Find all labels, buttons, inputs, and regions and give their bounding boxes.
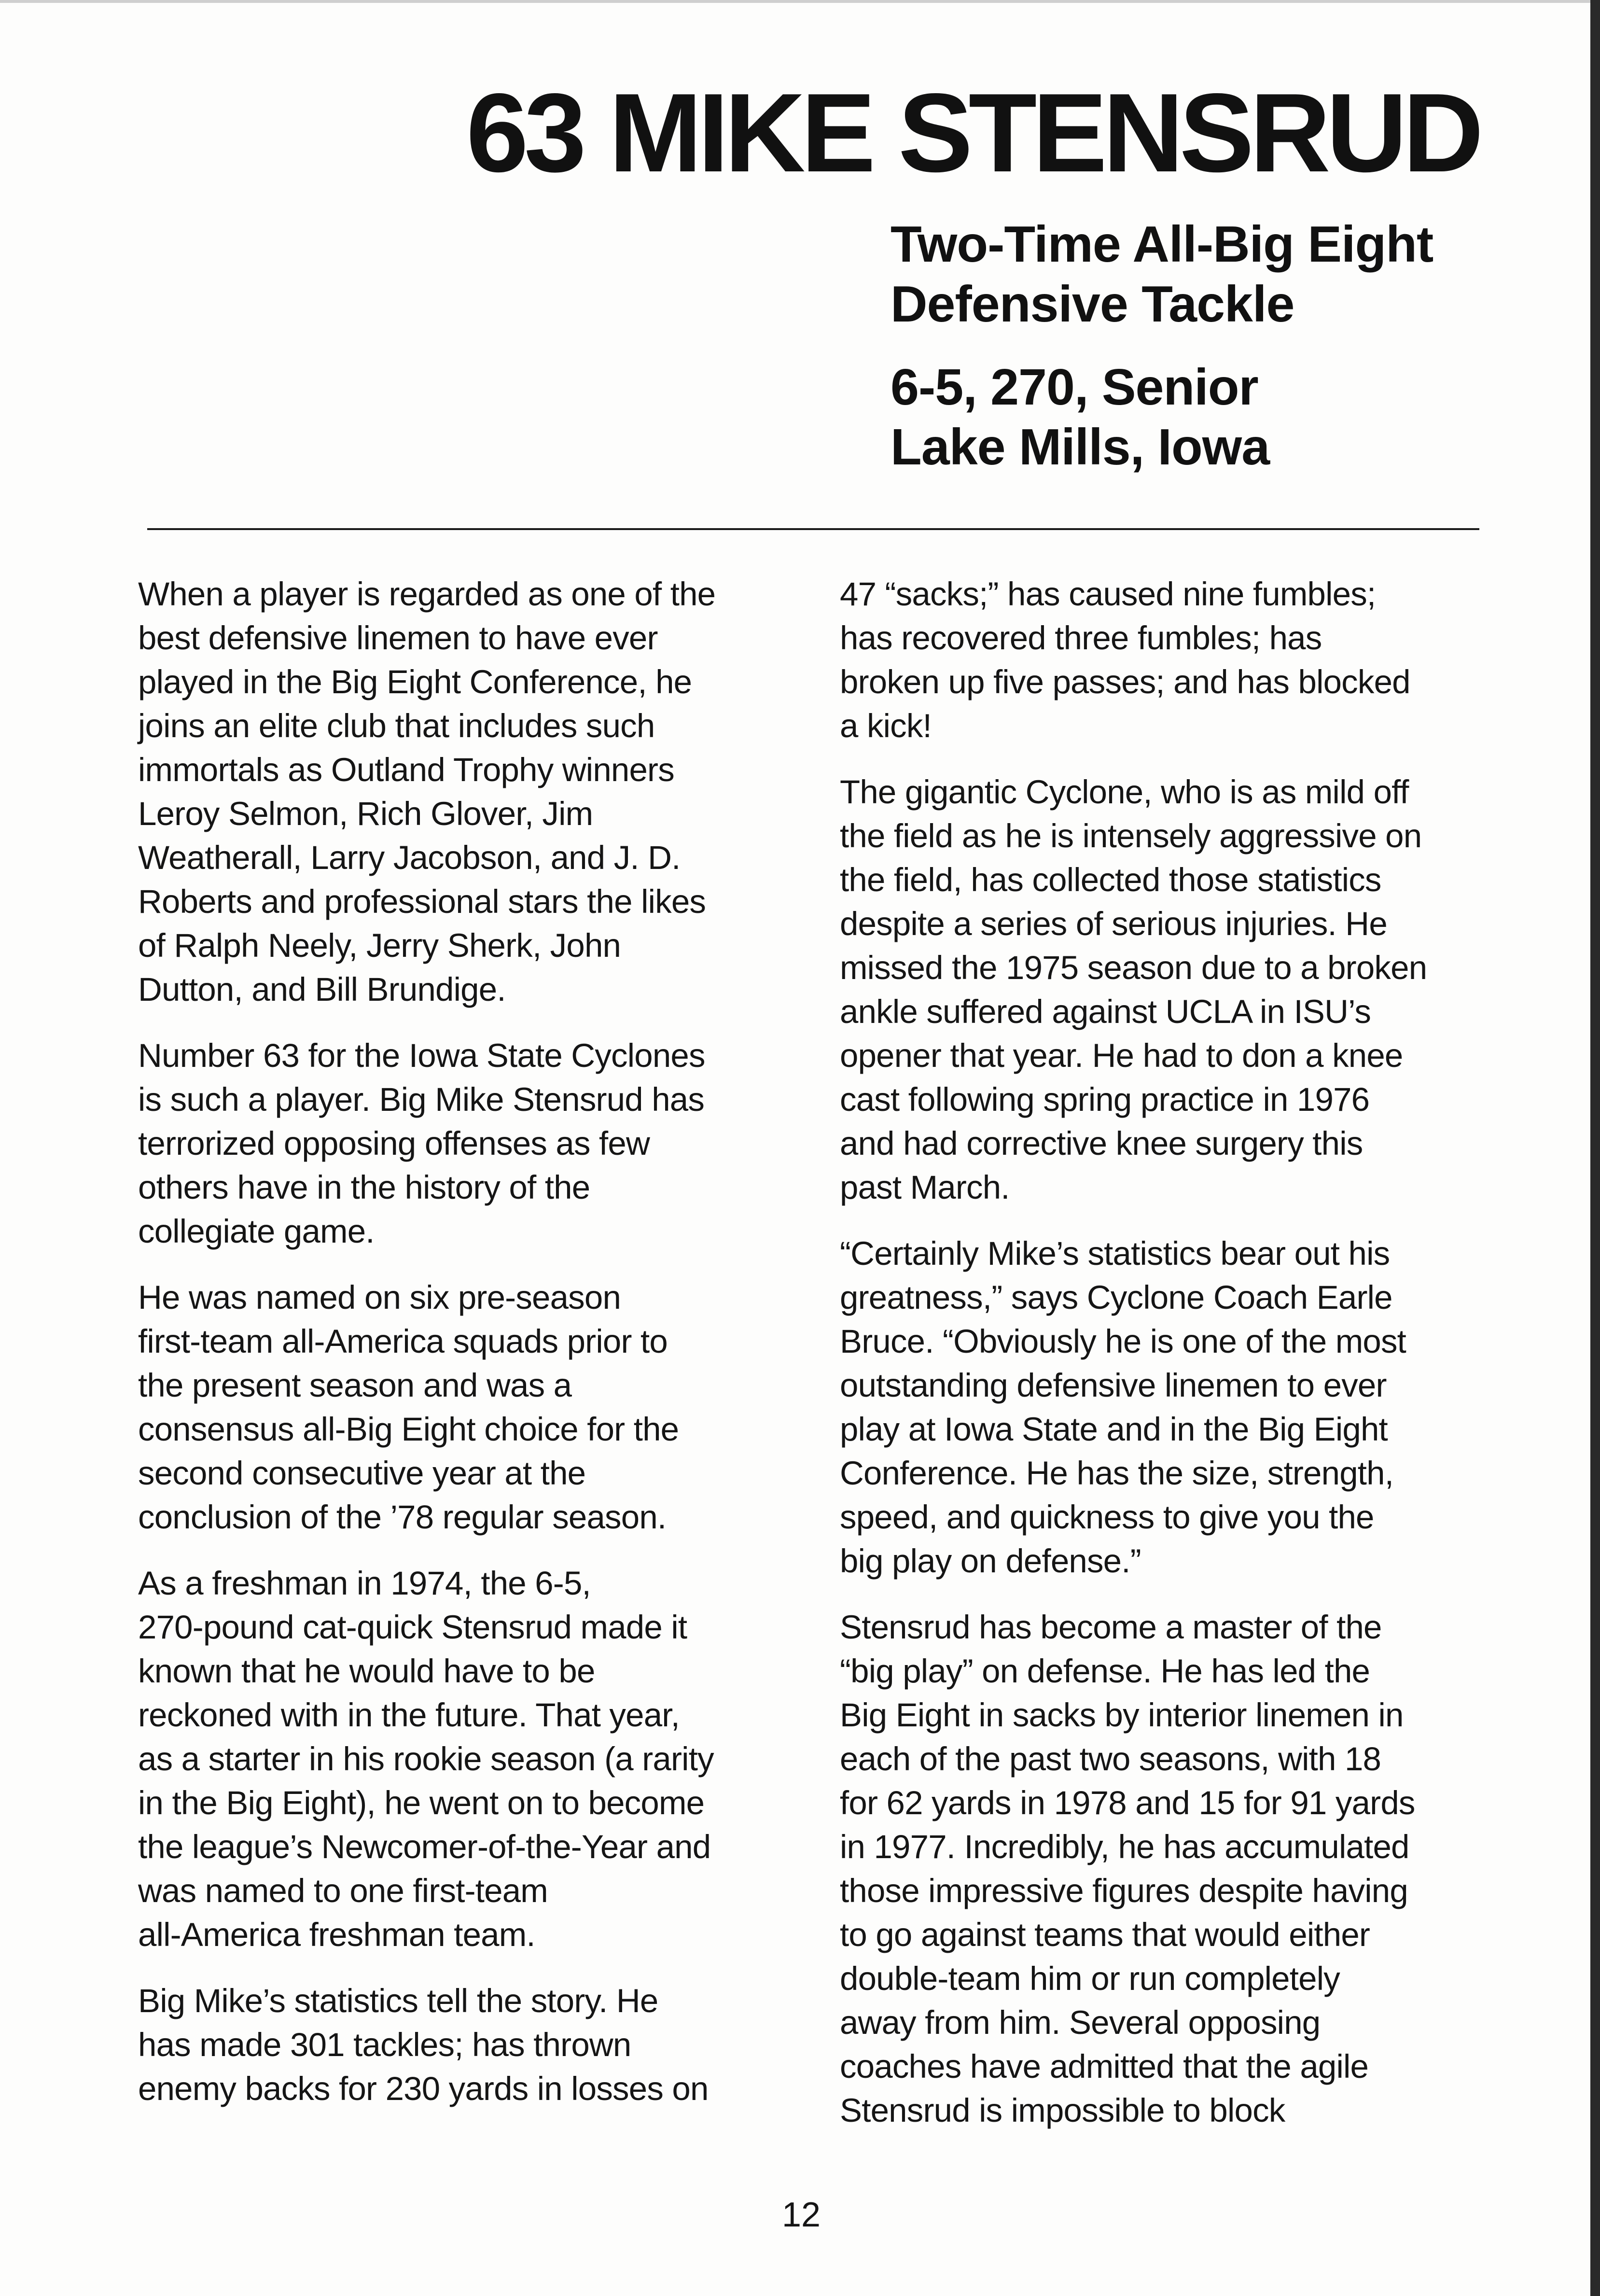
text-line: best defensive linemen to have ever — [138, 619, 658, 657]
body-paragraph — [840, 1605, 1477, 2132]
text-line: big play on defense.” — [840, 1542, 1141, 1580]
text-line: speed, and quickness to give you the — [840, 1498, 1374, 1536]
honors-line: Defensive Tackle — [890, 276, 1294, 333]
text-line: Stensrud is impossible to block — [840, 2092, 1285, 2129]
text-line: As a freshman in 1974, the 6-5, — [138, 1565, 591, 1602]
text-line: in the Big Eight), he went on to become — [138, 1784, 705, 1821]
text-line: conclusion of the ’78 regular season. — [138, 1498, 667, 1536]
scan-top-edge — [0, 0, 1600, 3]
text-line: second consecutive year at the — [138, 1455, 586, 1492]
text-line: of Ralph Neely, Jerry Sherk, John — [138, 927, 621, 964]
vitals-line: Lake Mills, Iowa — [890, 419, 1270, 476]
body-paragraph — [138, 1275, 775, 1539]
text-line: Stensrud has become a master of the — [840, 1609, 1382, 1646]
text-line: those impressive figures despite having — [840, 1872, 1408, 1909]
text-line: immortals as Outland Trophy winners — [138, 751, 674, 788]
text-line: opener that year. He had to don a knee — [840, 1037, 1403, 1074]
text-line: known that he would have to be — [138, 1652, 595, 1690]
text-line: Big Mike’s statistics tell the story. He — [138, 1982, 658, 2019]
scan-right-edge — [1590, 0, 1600, 2296]
text-line: Big Eight in sacks by interior linemen in — [840, 1696, 1404, 1734]
text-line: Bruce. “Obviously he is one of the most — [840, 1323, 1406, 1360]
text-line: The gigantic Cyclone, who is as mild off — [840, 773, 1409, 811]
vitals-line: 6-5, 270, Senior — [890, 359, 1258, 416]
text-line: all-America freshman team. — [138, 1916, 535, 1953]
body-paragraph — [840, 1232, 1477, 1583]
text-line: the field as he is intensely aggressive on — [840, 817, 1422, 854]
text-line: is such a player. Big Mike Stensrud has — [138, 1081, 705, 1118]
text-line: play at Iowa State and in the Big Eight — [840, 1411, 1388, 1448]
page-number: 12 — [781, 2196, 821, 2234]
text-line: was named to one first-team — [138, 1872, 548, 1909]
text-line: has recovered three fumbles; has — [840, 619, 1322, 657]
text-line: as a starter in his rookie season (a rarity — [138, 1740, 714, 1778]
text-line: 270-pound cat-quick Stensrud made it — [138, 1609, 687, 1646]
body-paragraph — [138, 1561, 775, 1957]
body-paragraph — [138, 1034, 775, 1253]
text-line: for 62 yards in 1978 and 15 for 91 yards — [840, 1784, 1415, 1821]
text-line: reckoned with in the future. That year, — [138, 1696, 680, 1734]
player-vitals — [890, 357, 1489, 477]
text-line: missed the 1975 season due to a broken — [840, 949, 1427, 986]
text-line: When a player is regarded as one of the — [138, 575, 716, 613]
text-line: a kick! — [840, 707, 932, 744]
text-line: 47 “sacks;” has caused nine fumbles; — [840, 575, 1376, 613]
text-line: He was named on six pre-season — [138, 1279, 621, 1316]
text-line: each of the past two seasons, with 18 — [840, 1740, 1381, 1778]
body-paragraph — [138, 572, 775, 1011]
text-line: “Certainly Mike’s statistics bear out his — [840, 1235, 1390, 1272]
text-line: the league’s Newcomer-of-the-Year and — [138, 1828, 711, 1865]
text-line: to go against teams that would either — [840, 1916, 1370, 1953]
text-line: the field, has collected those statistics — [840, 861, 1381, 898]
text-line: in 1977. Incredibly, he has accumulated — [840, 1828, 1409, 1865]
text-line: and had corrective knee surgery this — [840, 1125, 1363, 1162]
text-line: enemy backs for 230 yards in losses on — [138, 2070, 709, 2107]
player-honors — [890, 214, 1489, 334]
text-line: Leroy Selmon, Rich Glover, Jim — [138, 795, 593, 832]
text-line: away from him. Several opposing — [840, 2004, 1321, 2041]
text-line: collegiate game. — [138, 1213, 375, 1250]
honors-line: Two-Time All-Big Eight — [890, 216, 1433, 273]
text-line: Roberts and professional stars the likes — [138, 883, 706, 920]
body-paragraph — [138, 1979, 775, 2111]
text-line: outstanding defensive linemen to ever — [840, 1367, 1387, 1404]
text-line: Dutton, and Bill Brundige. — [138, 971, 506, 1008]
text-line: the present season and was a — [138, 1367, 572, 1404]
header-divider — [147, 528, 1479, 530]
text-line: first-team all-America squads prior to — [138, 1323, 668, 1360]
text-line: past March. — [840, 1169, 1010, 1206]
right-text-column — [840, 572, 1477, 2155]
text-line: coaches have admitted that the agile — [840, 2048, 1369, 2085]
text-line: double-team him or run completely — [840, 1960, 1340, 1997]
text-line: greatness,” says Cyclone Coach Earle — [840, 1279, 1392, 1316]
body-paragraph — [840, 770, 1477, 1209]
text-line: broken up five passes; and has blocked — [840, 663, 1410, 700]
left-text-column — [138, 572, 775, 2133]
text-line: Number 63 for the Iowa State Cyclones — [138, 1037, 705, 1074]
text-line: ankle suffered against UCLA in ISU’s — [840, 993, 1371, 1030]
text-line: cast following spring practice in 1976 — [840, 1081, 1370, 1118]
text-line: has made 301 tackles; has thrown — [138, 2026, 631, 2063]
text-line: played in the Big Eight Conference, he — [138, 663, 692, 700]
text-line: others have in the history of the — [138, 1169, 590, 1206]
text-line: joins an elite club that includes such — [138, 707, 655, 744]
text-line: despite a series of serious injuries. He — [840, 905, 1387, 942]
text-line: Weatherall, Larry Jacobson, and J. D. — [138, 839, 681, 876]
text-line: terrorized opposing offenses as few — [138, 1125, 650, 1162]
body-paragraph — [840, 572, 1477, 748]
text-line: consensus all-Big Eight choice for the — [138, 1411, 679, 1448]
player-headline: 63 MIKE STENSRUD — [466, 70, 1479, 196]
text-line: Conference. He has the size, strength, — [840, 1455, 1394, 1492]
text-line: “big play” on defense. He has led the — [840, 1652, 1370, 1690]
